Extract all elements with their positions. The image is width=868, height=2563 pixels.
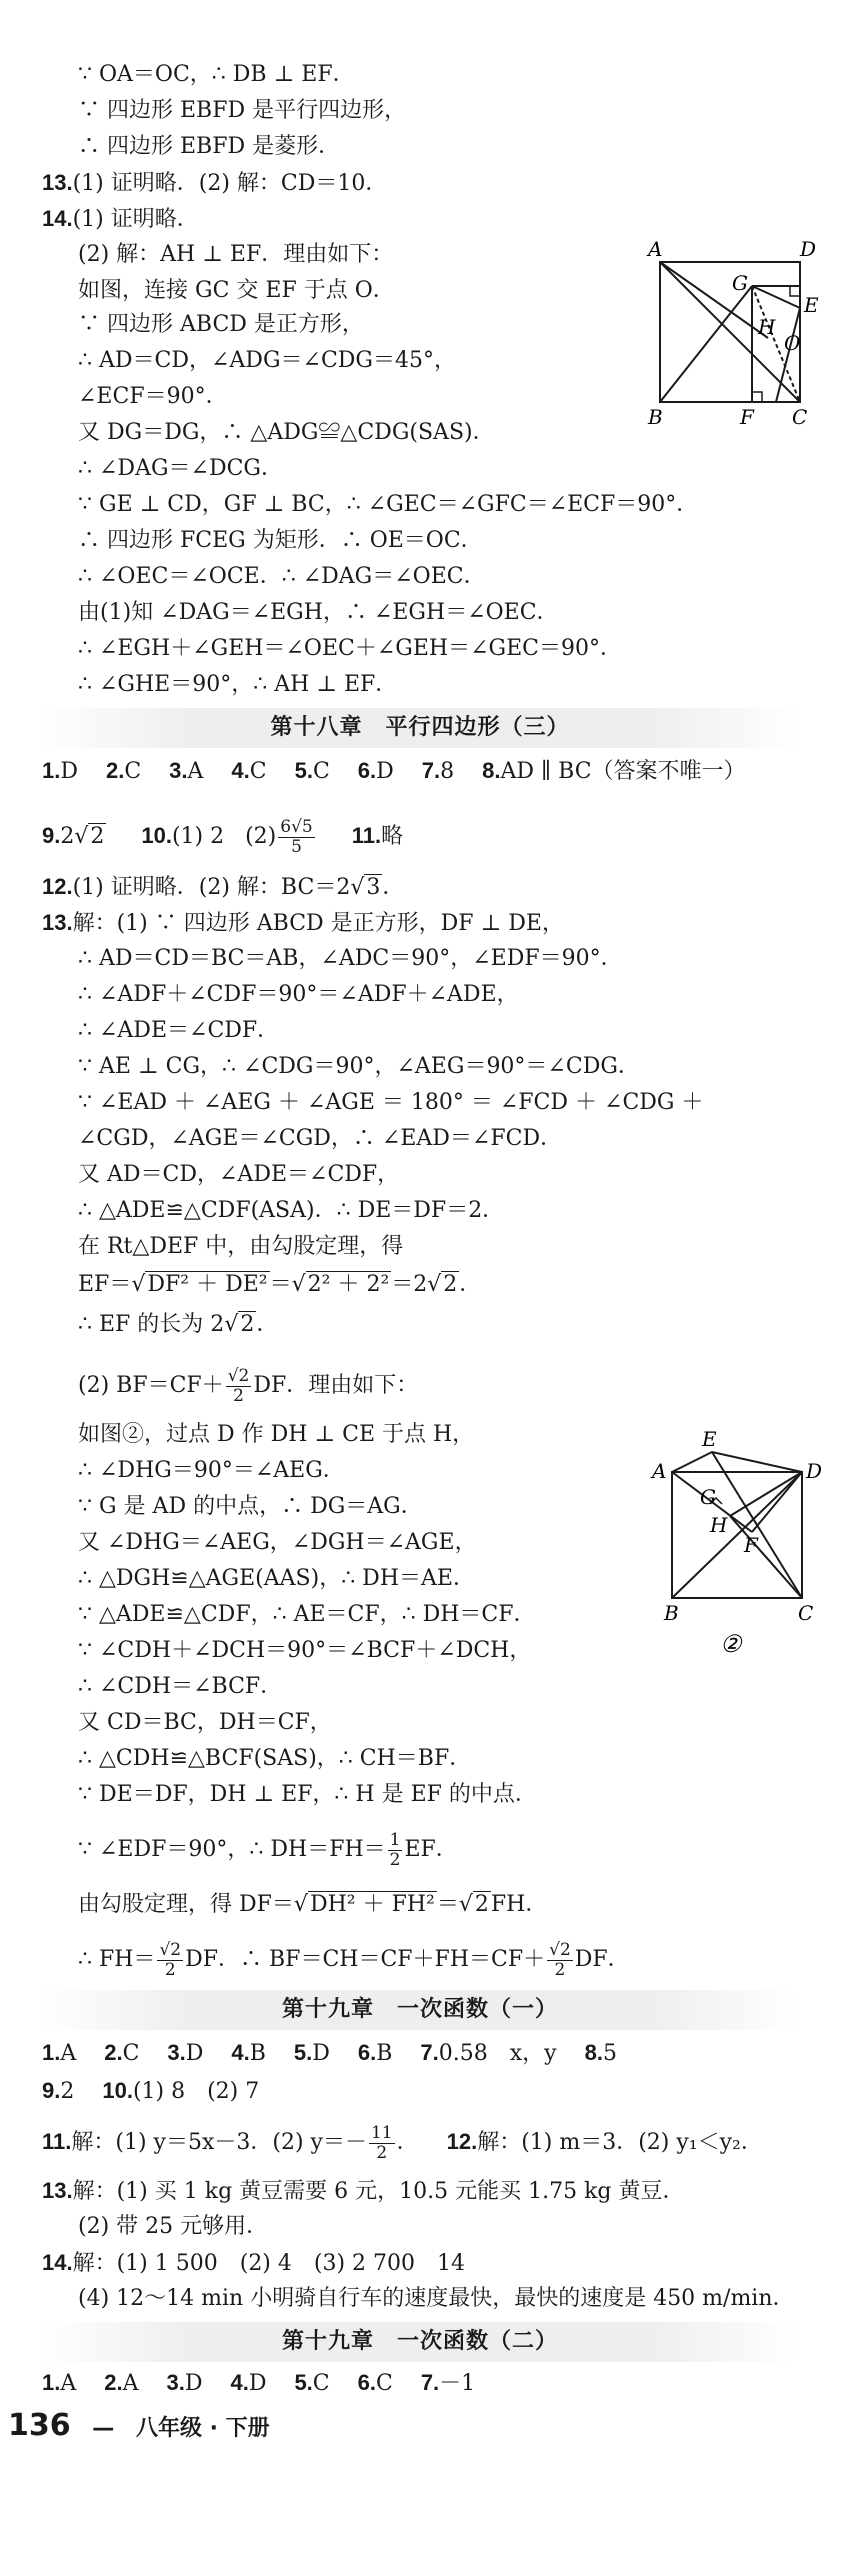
text: ∵ ∠EDF＝90°，∴ DH＝FH＝: [78, 1837, 386, 1862]
answer-13b: [42, 908, 564, 939]
numerator: 1: [389, 1829, 401, 1850]
denominator: 2: [554, 1959, 566, 1980]
answer: 2: [60, 824, 75, 849]
answer: －1: [439, 2371, 476, 2396]
ef-equation: EF＝√DF² ＋ DE²＝√2² ＋ 2²＝2√2．: [78, 1272, 482, 1297]
text-line: ∴ 四边形 EBFD 是菱形．: [78, 134, 341, 159]
answer: D: [185, 2041, 204, 2066]
answer: C: [124, 759, 142, 784]
text-line: ∠ECF＝90°．: [78, 384, 228, 409]
numerator: √2: [549, 1939, 571, 1960]
text-line: ∴ △ADE≌△CDF(ASA)．∴ DE＝DF＝2．: [78, 1198, 505, 1223]
denominator: 2: [376, 2142, 388, 2163]
answer: 2: [60, 2079, 75, 2104]
answer-text: 解：(1) 1 500 (2) 4 (3) 2 700 14: [72, 2251, 466, 2276]
text-line: ∵ 四边形 ABCD 是正方形，: [78, 312, 364, 337]
answer: 8: [440, 759, 455, 784]
question-number: 7.: [420, 2040, 439, 2065]
text-line: ∵ OA＝OC，∴ DB ⊥ EF．: [78, 62, 355, 87]
radicand: 2² ＋ 2²: [307, 1272, 390, 1297]
question-number: 1.: [42, 2370, 61, 2395]
text-line: ∴ △DGH≌△AGE(AAS)，∴ DH＝AE．: [78, 1566, 475, 1591]
mc-row: [42, 756, 746, 787]
edf-equation: [78, 1826, 458, 1874]
text-line: ∴ ∠DAG＝∠DCG．: [78, 456, 284, 481]
question-number: 13.: [42, 910, 73, 935]
label-H: H: [710, 1513, 728, 1537]
answer: (2): [245, 824, 277, 849]
footer-dash: —: [92, 2416, 115, 2441]
radicand: 2: [90, 824, 105, 849]
page-footer: [8, 2408, 270, 2443]
question-number: 11.: [351, 823, 382, 848]
question-number: 2.: [105, 758, 125, 783]
question-number: 9.: [42, 2078, 61, 2103]
text: ＝: [269, 1272, 292, 1297]
answer: D: [376, 759, 394, 784]
label-D: D: [800, 237, 817, 261]
chapter-heading: 第十九章 一次函数（二）: [40, 2322, 800, 2362]
text-line: 如图②，过点 D 作 DH ⊥ CE 于点 H，: [78, 1422, 475, 1447]
answer: A: [122, 2371, 139, 2396]
radicand: 3: [366, 875, 381, 900]
answer: 解：(1) m＝3．(2) y₁＜y₂．: [477, 2130, 763, 2155]
question-number: 4.: [230, 2370, 249, 2395]
text: EF．: [404, 1837, 458, 1862]
label-D: D: [806, 1459, 823, 1483]
label-G: G: [732, 271, 748, 295]
text-line: 又 CD＝BC，DH＝CF，: [78, 1710, 332, 1735]
mc-row: [42, 2038, 617, 2069]
chapter-heading: 第十八章 平行四边形（三）: [40, 708, 800, 748]
question-number: 7.: [420, 2370, 440, 2395]
question-number: 7.: [421, 758, 441, 783]
answer: 0.58 x，y: [438, 2041, 557, 2066]
answer: C: [312, 2371, 330, 2396]
question-number: 4.: [231, 2040, 250, 2065]
question-number: 14.: [42, 2250, 73, 2275]
question-number: 8.: [584, 2040, 603, 2065]
question-number: 6.: [357, 2040, 377, 2065]
text-line: ∴ ∠ADF＋∠CDF＝90°＝∠ADF＋∠ADE，: [78, 982, 519, 1007]
question-number: 10.: [102, 2078, 133, 2103]
answer-text: (1) 证明略．(2) 解：CD＝10．: [72, 171, 388, 196]
text: (2) BF＝CF＋: [78, 1373, 224, 1398]
radicand: 2: [443, 1272, 458, 1297]
figure-tag: ②: [720, 1630, 742, 1656]
text-line: ∴ ∠CDH＝∠BCF．: [78, 1674, 283, 1699]
label-H: H: [758, 315, 776, 339]
text: ＝: [436, 1892, 459, 1917]
chapter-heading: 第十九章 一次函数（一）: [40, 1990, 800, 2030]
text-line: ∵ AE ⊥ CG，∴ ∠CDG＝90°，∠AEG＝90°＝∠CDG．: [78, 1054, 640, 1079]
text: EF＝: [78, 1272, 132, 1297]
footer-grade: 八年级 · 下册: [135, 2416, 270, 2441]
text-line: ∴ ∠GHE＝90°，∴ AH ⊥ EF．: [78, 672, 398, 697]
answer: A: [60, 2041, 77, 2066]
question-number: 11.: [42, 2129, 72, 2154]
answer: 略: [381, 824, 404, 849]
radicand: DH² ＋ FH²: [309, 1892, 435, 1917]
question-number: 14.: [42, 206, 73, 231]
text-line: ∴ AD＝CD＝BC＝AB，∠ADC＝90°，∠EDF＝90°．: [78, 946, 623, 971]
label-A: A: [652, 1459, 667, 1483]
label-B: B: [648, 405, 663, 429]
text-line: (4) 12～14 min 小明骑自行车的速度最快，最快的速度是 450 m/min．: [78, 2286, 795, 2311]
radicand: 2: [240, 1312, 255, 1337]
question-number: 5.: [294, 2370, 313, 2395]
fraction: [157, 1941, 183, 1980]
text: DF．∴ BF＝CH＝CF＋FH＝CF＋: [185, 1947, 546, 1972]
label-O: O: [784, 331, 801, 355]
denominator: 2: [164, 1959, 176, 1980]
question-number: 3.: [169, 758, 188, 783]
radicand: DF² ＋ DE²: [147, 1272, 268, 1297]
label-C: C: [792, 405, 808, 429]
text: 由勾股定理，得 DF＝: [78, 1892, 294, 1917]
question-number: 3.: [166, 2370, 185, 2395]
text: 解：(1) y＝5x－3．(2) y＝－: [71, 2130, 367, 2155]
label-C: C: [798, 1601, 814, 1625]
text: ∴ FH＝: [78, 1947, 156, 1972]
text-line: ∵ ∠EAD ＋ ∠AEG ＋ ∠AGE ＝ 180° ＝ ∠FCD ＋ ∠CDG ＋: [78, 1090, 704, 1115]
answer-14: [42, 204, 199, 235]
label-E: E: [804, 293, 819, 317]
fraction: [388, 1831, 403, 1870]
text-line: 在 Rt△DEF 中，由勾股定理，得: [78, 1234, 404, 1259]
numerator: 11: [370, 2122, 393, 2143]
text-line: ∴ △CDH≌△BCF(SAS)，∴ CH＝BF．: [78, 1746, 472, 1771]
question-number: 1.: [42, 758, 61, 783]
answer-13c: [42, 2176, 684, 2207]
text-line: 又 DG＝DG，∴ △ADG≌△CDG(SAS)．: [78, 420, 495, 445]
text-line: ∴ ∠OEC＝∠OCE．∴ ∠DAG＝∠OEC．: [78, 564, 486, 589]
fraction: [278, 818, 314, 857]
text: ．: [459, 1272, 482, 1297]
fh-equation: [78, 1936, 630, 1984]
text-line: ∴ ∠DHG＝90°＝∠AEG．: [78, 1458, 345, 1483]
text-line: 由(1)知 ∠DAG＝∠EGH，∴ ∠EGH＝∠OEC．: [78, 600, 559, 625]
answer: B: [376, 2041, 393, 2066]
question-number: 1.: [42, 2040, 61, 2065]
answer: D: [60, 759, 78, 784]
fraction: [226, 1367, 252, 1406]
geometry-figure-2: [650, 1416, 830, 1656]
text-line: ∴ 四边形 FCEG 为矩形．∴ OE＝OC．: [78, 528, 483, 553]
question-number: 9.: [42, 823, 61, 848]
answer: D: [312, 2041, 330, 2066]
answer-row-9-11: 9.2√2 10.(1) 2 (2) $\frac{6√5}{5}$ 11.略: [42, 816, 404, 857]
numerator: √2: [159, 1939, 182, 1960]
question-number: 12.: [42, 874, 73, 899]
label-B: B: [664, 1601, 679, 1625]
question-number: 10.: [141, 823, 172, 848]
text: ．: [396, 2130, 419, 2155]
answer-12: 12.(1) 证明略．(2) 解：BC＝2√3．: [42, 874, 405, 900]
mc-row: [42, 2368, 475, 2399]
text-line: ∴ ∠ADE＝∠CDF．: [78, 1018, 280, 1043]
answer: (1) 8 (2) 7: [132, 2079, 260, 2104]
question-number: 2.: [104, 2040, 123, 2065]
text-line: ∴ AD＝CD，∠ADG＝∠CDG＝45°，: [78, 348, 456, 373]
question-number: 5.: [294, 758, 313, 783]
text-line: ∠CGD，∠AGE＝∠CGD，∴ ∠EAD＝∠FCD．: [78, 1126, 563, 1151]
answer-text: (1) 证明略．: [72, 207, 199, 232]
fraction: [547, 1941, 573, 1980]
question-number: 6.: [357, 2370, 376, 2395]
answer: C: [249, 759, 267, 784]
answer: (1) 2: [171, 824, 225, 849]
text-line: ∵ DE＝DF，DH ⊥ EF，∴ H 是 EF 的中点．: [78, 1782, 537, 1807]
label-A: A: [648, 237, 663, 261]
question-number: 3.: [167, 2040, 186, 2065]
text: DF．: [574, 1947, 630, 1972]
answer: D: [248, 2371, 267, 2396]
numerator: 6√5: [280, 816, 313, 837]
radicand: 2: [474, 1892, 489, 1917]
answer: C: [312, 759, 330, 784]
question-number: 8.: [482, 758, 501, 783]
label-G: G: [700, 1485, 716, 1509]
text: DF．理由如下：: [253, 1373, 419, 1398]
text: ∴ EF 的长为 2: [78, 1312, 225, 1337]
denominator: 2: [233, 1385, 244, 1406]
answer: A: [187, 759, 204, 784]
text-line: (2) 解：AH ⊥ EF．理由如下：: [78, 242, 394, 267]
text-line: 如图，连接 GC 交 EF 于点 O．: [78, 278, 395, 303]
answer: C: [375, 2371, 393, 2396]
question-number: 6.: [357, 758, 377, 783]
text: ＝2: [391, 1272, 428, 1297]
answer-11-12: [42, 2118, 763, 2167]
numerator: √2: [227, 1365, 250, 1386]
geometry-figure-1: [640, 230, 820, 430]
answer: B: [249, 2041, 266, 2066]
text-line: ∵ 四边形 EBFD 是平行四边形，: [78, 98, 407, 123]
punct: ．: [382, 875, 405, 900]
question-number: 2.: [104, 2370, 123, 2395]
answer-row-9-10: [42, 2076, 259, 2107]
label-F: F: [744, 1533, 758, 1557]
answer-14c: [42, 2248, 465, 2279]
answer: 5: [602, 2041, 617, 2066]
bf-claim: [78, 1362, 418, 1410]
text-line: (2) 带 25 元够用．: [78, 2214, 269, 2239]
text-line: ∴ ∠EGH＋∠GEH＝∠OEC＋∠GEH＝∠GEC＝90°．: [78, 636, 623, 661]
df-equation: 由勾股定理，得 DF＝√DH² ＋ FH²＝√2FH．: [78, 1892, 548, 1917]
text-line: 又 ∠DHG＝∠AEG，∠DGH＝∠AGE，: [78, 1530, 477, 1555]
text-line: 又 AD＝CD，∠ADE＝∠CDF，: [78, 1162, 400, 1187]
question-number: 13.: [42, 2178, 73, 2203]
text-line: ∵ GE ⊥ CD，GF ⊥ BC，∴ ∠GEC＝∠GFC＝∠ECF＝90°．: [78, 492, 699, 517]
answer-text: 解：(1) ∵ 四边形 ABCD 是正方形，DF ⊥ DE，: [72, 911, 564, 936]
text-line: ∵ △ADE≌△CDF，∴ AE＝CF，∴ DH＝CF．: [78, 1602, 536, 1627]
page-number: 136: [8, 2408, 71, 2443]
ef-length: ∴ EF 的长为 2√2．: [78, 1312, 279, 1337]
answer: AD ∥ BC（答案不唯一）: [500, 759, 746, 784]
fraction: [369, 2124, 395, 2163]
answer: C: [122, 2041, 140, 2066]
answer-13: [42, 168, 387, 199]
answer: D: [184, 2371, 203, 2396]
question-number: 13.: [42, 170, 73, 195]
answer-text: 解：(1) 买 1 kg 黄豆需要 6 元，10.5 元能买 1.75 kg 黄豆．: [72, 2179, 685, 2204]
denominator: 2: [389, 1849, 401, 1870]
label-F: F: [740, 405, 754, 429]
text: ．: [256, 1312, 279, 1337]
answer-text: (1) 证明略．(2) 解：BC＝2: [72, 875, 351, 900]
question-number: 4.: [231, 758, 250, 783]
label-E: E: [702, 1427, 717, 1451]
denominator: 5: [291, 836, 302, 857]
question-number: 12.: [446, 2129, 478, 2154]
answer: A: [60, 2371, 77, 2396]
question-number: 5.: [293, 2040, 313, 2065]
text-line: ∵ ∠CDH＋∠DCH＝90°＝∠BCF＋∠DCH，: [78, 1638, 532, 1663]
text: FH．: [490, 1892, 548, 1917]
text-line: ∵ G 是 AD 的中点，∴ DG＝AG．: [78, 1494, 423, 1519]
